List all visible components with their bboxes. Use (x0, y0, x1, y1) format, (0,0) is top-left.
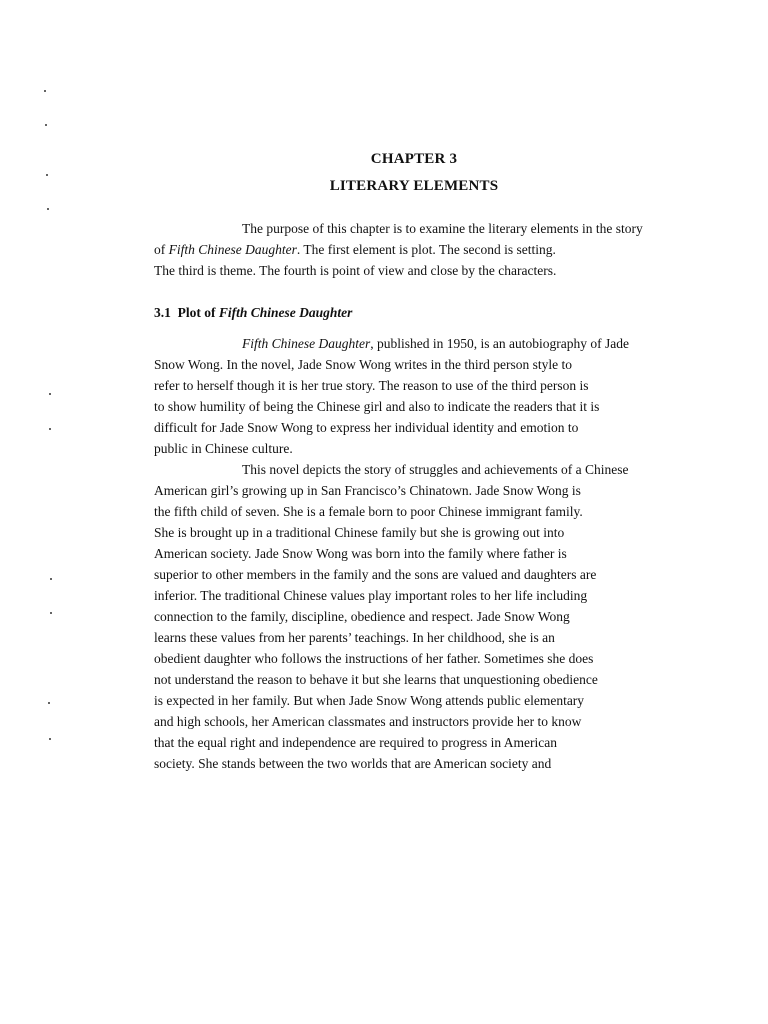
paragraph-1 (154, 333, 674, 459)
text-line: inferior. The traditional Chinese values play important roles to her life including (154, 588, 588, 603)
text-line: American girl’s growing up in San Francisco’s Chinatown. Jade Snow Wong is (154, 483, 581, 498)
scan-margin-marks (0, 0, 60, 1024)
scan-mark (49, 428, 51, 430)
text-line: The purpose of this chapter is to examine the literary elements in the story (242, 221, 643, 236)
book-title: Fifth Chinese Daughter (168, 242, 297, 257)
text-line: public in Chinese culture. (154, 441, 293, 456)
intro-paragraph (154, 218, 674, 281)
text-line: that the equal right and independence are required to progress in American (154, 735, 557, 750)
chapter-heading (154, 146, 674, 200)
text-line: of Fifth Chinese Daughter. The first element is plot. The second is setting. (154, 242, 556, 257)
text-line: refer to herself though it is her true story. The reason to use of the third person is (154, 378, 589, 393)
scan-mark (44, 90, 46, 92)
scan-mark (50, 612, 52, 614)
book-title: Fifth Chinese Daughter (242, 336, 371, 351)
scan-mark (47, 208, 49, 210)
text-line: is expected in her family. But when Jade Snow Wong attends public elementary (154, 693, 585, 708)
scan-mark (49, 393, 51, 395)
text-line: not understand the reason to behave it but she learns that unquestioning obedience (154, 672, 598, 687)
text-line: the fifth child of seven. She is a female born to poor Chinese immigrant family. (154, 504, 583, 519)
scan-mark (50, 578, 52, 580)
text-line: This novel depicts the story of struggles and achievements of a Chinese (242, 462, 629, 477)
text-line: society. She stands between the two worlds that are American society and (154, 756, 552, 771)
text-line: difficult for Jade Snow Wong to express her individual identity and emotion to (154, 420, 579, 435)
text-line: obedient daughter who follows the instructions of her father. Sometimes she does (154, 651, 594, 666)
text-line: learns these values from her parents’ teachings. In her childhood, she is an (154, 630, 555, 645)
section-body (154, 333, 674, 774)
text-line: Snow Wong. In the novel, Jade Snow Wong writes in the third person style to (154, 357, 573, 372)
chapter-number: CHAPTER 3 (370, 151, 458, 167)
text-line: Fifth Chinese Daughter, published in 1950, is an autobiography of Jade (242, 336, 629, 351)
scan-mark (46, 174, 48, 176)
text-line: connection to the family, discipline, obedience and respect. Jade Snow Wong (154, 609, 570, 624)
scan-mark (49, 738, 51, 740)
text-line: The third is theme. The fourth is point of view and close by the characters. (154, 263, 557, 278)
text-line: to show humility of being the Chinese girl and also to indicate the readers that it is (154, 399, 600, 414)
book-title: Fifth Chinese Daughter (218, 305, 353, 320)
paragraph-2 (154, 459, 674, 774)
chapter-title: LITERARY ELEMENTS (329, 178, 499, 194)
scan-mark (48, 702, 50, 704)
scan-mark (45, 124, 47, 126)
text-line: American society. Jade Snow Wong was born into the family where father is (154, 546, 567, 561)
text-line: She is brought up in a traditional Chinese family but she is growing out into (154, 525, 565, 540)
text-line: and high schools, her American classmates and instructors provide her to know (154, 714, 582, 729)
text-line: superior to other members in the family and the sons are valued and daughters are (154, 567, 597, 582)
section-number: 3.1 (154, 305, 171, 320)
section-heading: 3.1 Plot of Fifth Chinese Daughter (154, 305, 353, 320)
